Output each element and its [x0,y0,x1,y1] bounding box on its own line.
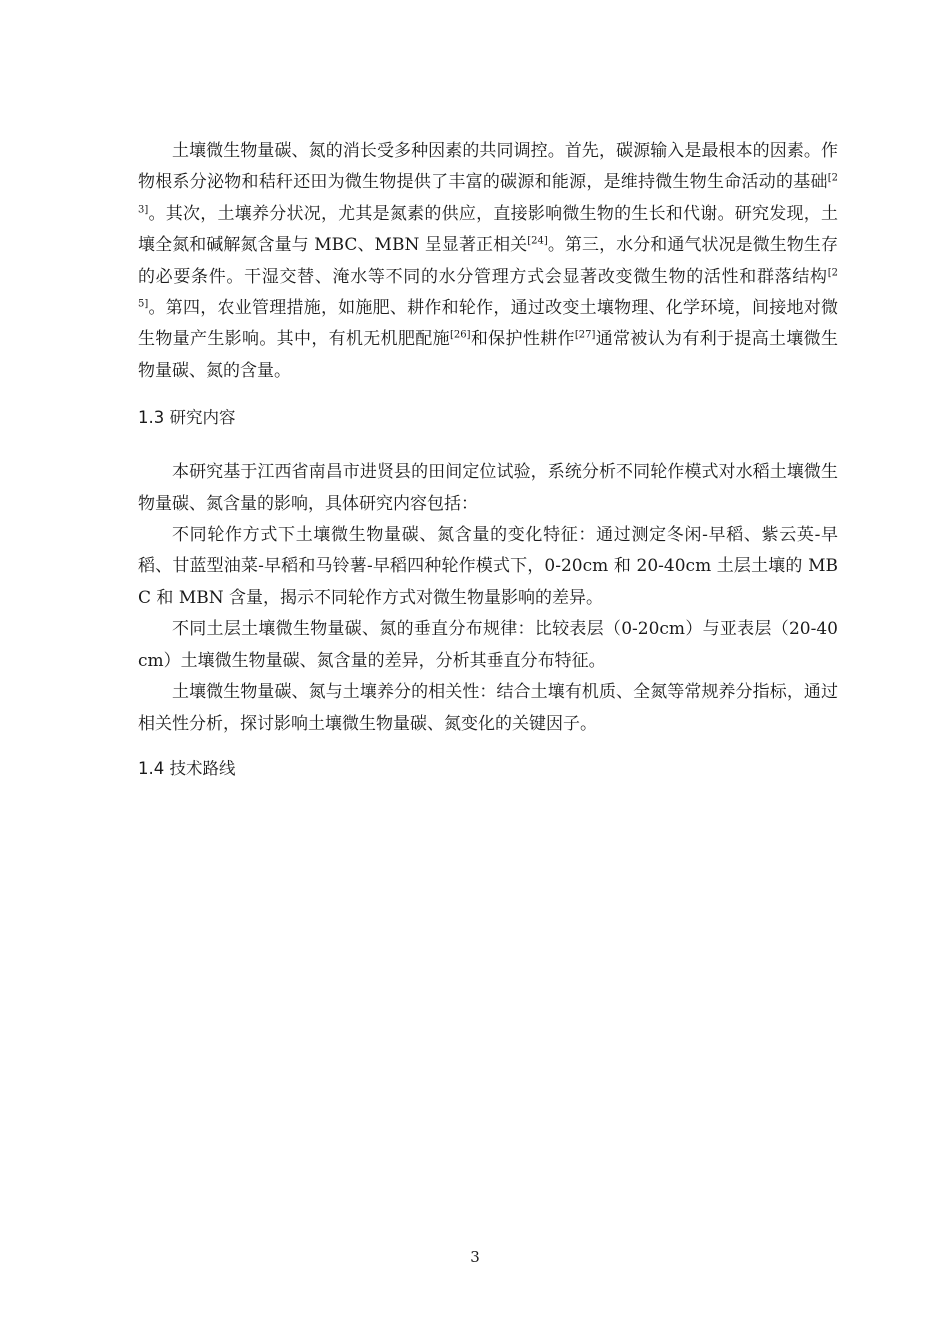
citation-ref: [23] [138,172,838,216]
citation-ref: [27] [574,329,596,341]
paragraph-text: 土壤微生物量碳、氮的消长受多种因素的共同调控。首先，碳源输入是最根本的因素。作物根系分泌物和秸秆还田为微生物提供了丰富的碳源和能源，是维持微生物生命活动的基础 [138,141,838,193]
paragraph-influencing-factors [138,136,838,387]
paragraph-research-item-1: 不同轮作方式下土壤微生物量碳、氮含量的变化特征：通过测定冬闲-早稻、紫云英-早稻、甘蓝型油菜-早稻和马铃薯-早稻四种轮作模式下，0-20cm 和 20-40cm 土层土壤的 MBC 和 MBN 含量，揭示不同轮作方式对微生物量影响的差异。 [138,525,838,608]
section-heading-research-content: 1.3 研究内容 [138,408,236,428]
citation-ref: [26] [449,329,471,341]
citation-ref: [24] [527,235,548,247]
paragraph-text: 。第四，农业管理措施，如施肥、耕作和轮作，通过改变土壤物理、化学环境，间接地对微生物量产生影响。其中，有机无机肥配施 [138,298,838,350]
citation-ref: [25] [138,266,838,310]
document-body [138,136,838,784]
paragraph-text: 和保护性耕作 [470,329,575,350]
page-number: 3 [470,1248,480,1266]
paragraph-research-intro: 本研究基于江西省南昌市进贤县的田间定位试验，系统分析不同轮作模式对水稻土壤微生物量碳、氮含量的影响，具体研究内容包括： [138,462,838,514]
paragraph-text: 。第三，水分和通气状况是微生物生存的必要条件。干湿交替、淹水等不同的水分管理方式会显著改变微生物的活性和群落结构 [138,235,839,287]
section-heading-technical-route: 1.4 技术路线 [138,758,236,778]
paragraph-text: 。其次，土壤养分状况，尤其是氮素的供应，直接影响微生物的生长和代谢。研究发现，土壤全氮和碱解氮含量与 MBC、MBN 呈显著正相关 [138,203,838,256]
paragraph-research-item-2: 不同土层土壤微生物量碳、氮的垂直分布规律：比较表层（0-20cm）与亚表层（20-40cm）土壤微生物量碳、氮含量的差异，分析其垂直分布特征。 [138,619,838,671]
paragraph-text: 通常被认为有利于提高土壤微生物量碳、氮的含量。 [138,329,839,381]
paragraph-research-item-3: 土壤微生物量碳、氮与土壤养分的相关性：结合土壤有机质、全氮等常规养分指标，通过相关性分析，探讨影响土壤微生物量碳、氮变化的关键因子。 [138,682,838,734]
